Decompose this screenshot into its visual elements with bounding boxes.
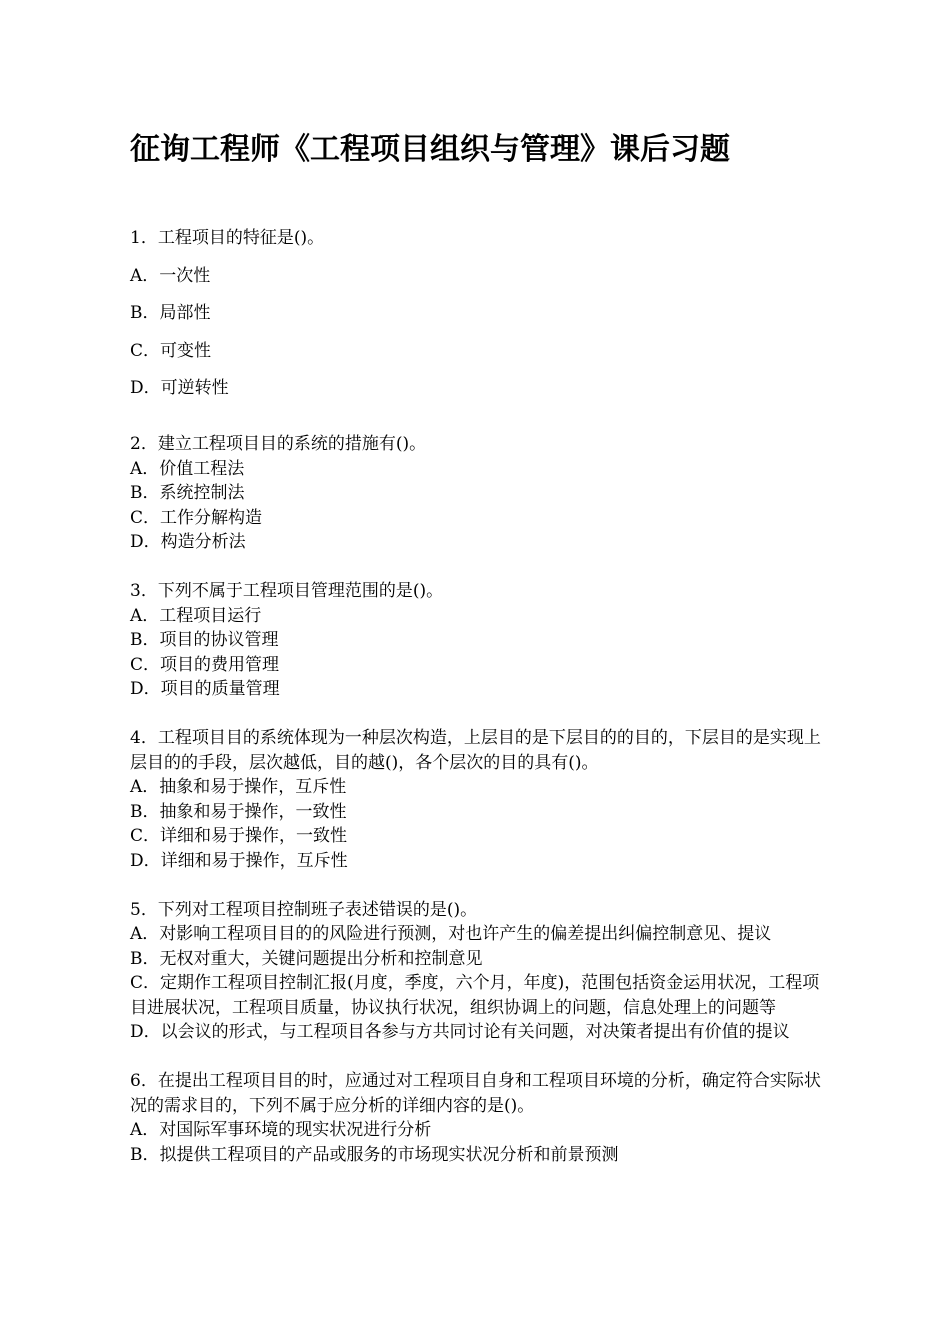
option-b: B．局部性	[130, 303, 211, 323]
option-b: B．抽象和易于操作，一致性	[130, 801, 347, 822]
option-a: A．价值工程法	[130, 458, 245, 479]
option-c: C．工作分解构造	[130, 507, 263, 528]
question-stem: 3．下列不属于工程项目管理范围的是()。	[130, 581, 444, 601]
question-5	[130, 898, 822, 1045]
question-6	[130, 1069, 822, 1167]
question-stem: 1．工程项目的特征是()。	[130, 228, 325, 248]
option-d: D．构造分析法	[130, 532, 246, 552]
option-a: A．工程项目运行	[130, 605, 262, 626]
question-3	[130, 579, 822, 702]
question-4	[130, 726, 822, 873]
option-b: B．拟提供工程项目的产品或服务的市场现实状况分析和前景预测	[130, 1144, 619, 1165]
option-a: A．一次性	[130, 265, 211, 286]
option-d: D．可逆转性	[130, 378, 229, 398]
option-b: B．系统控制法	[130, 483, 245, 503]
option-a: A．对影响工程项目目的的风险进行预测，对也许产生的偏差提出纠偏控制意见、提议	[130, 924, 772, 944]
option-c: C．项目的费用管理	[130, 654, 280, 675]
option-c: C．详细和易于操作，一致性	[130, 826, 348, 846]
document-title: 征询工程师《工程项目组织与管理》课后习题	[130, 132, 730, 167]
option-b: B．无权对重大，关键问题提出分析和控制意见	[130, 948, 483, 969]
option-c: C．定期作工程项目控制汇报(月度，季度，六个月，年度)，范围包括资金运用状况，工程项目进展状况，工程项目质量，协议执行状况，组织协调上的问题，信息处理上的问题等	[130, 973, 820, 1018]
option-b: B．项目的协议管理	[130, 630, 279, 650]
question-stem: 2．建立工程项目目的系统的措施有()。	[130, 434, 427, 454]
question-list	[130, 432, 822, 1192]
option-a: A．对国际军事环境的现实状况进行分析	[130, 1120, 432, 1140]
option-a: A．抽象和易于操作，互斥性	[130, 777, 347, 797]
option-c: C．可变性	[130, 340, 212, 361]
option-d: D．项目的质量管理	[130, 679, 280, 699]
question-stem: 4．工程项目目的系统体现为一种层次构造，上层目的是下层目的的目的，下层目的是实现上层目的的手段，层次越低，目的越()，各个层次的目的具有()。	[130, 728, 821, 773]
option-d: D．以会议的形式，与工程项目各参与方共同讨论有关问题，对决策者提出有价值的提议	[130, 1022, 790, 1042]
question-2	[130, 432, 822, 555]
question-stem: 5．下列对工程项目控制班子表述错误的是()。	[130, 899, 478, 920]
option-d: D．详细和易于操作，互斥性	[130, 850, 348, 871]
question-stem: 6．在提出工程项目目的时，应通过对工程项目自身和工程项目环境的分析，确定符合实际状况的需求目的，下列不属于应分析的详细内容的是()。	[130, 1071, 821, 1116]
question-1	[130, 225, 830, 413]
